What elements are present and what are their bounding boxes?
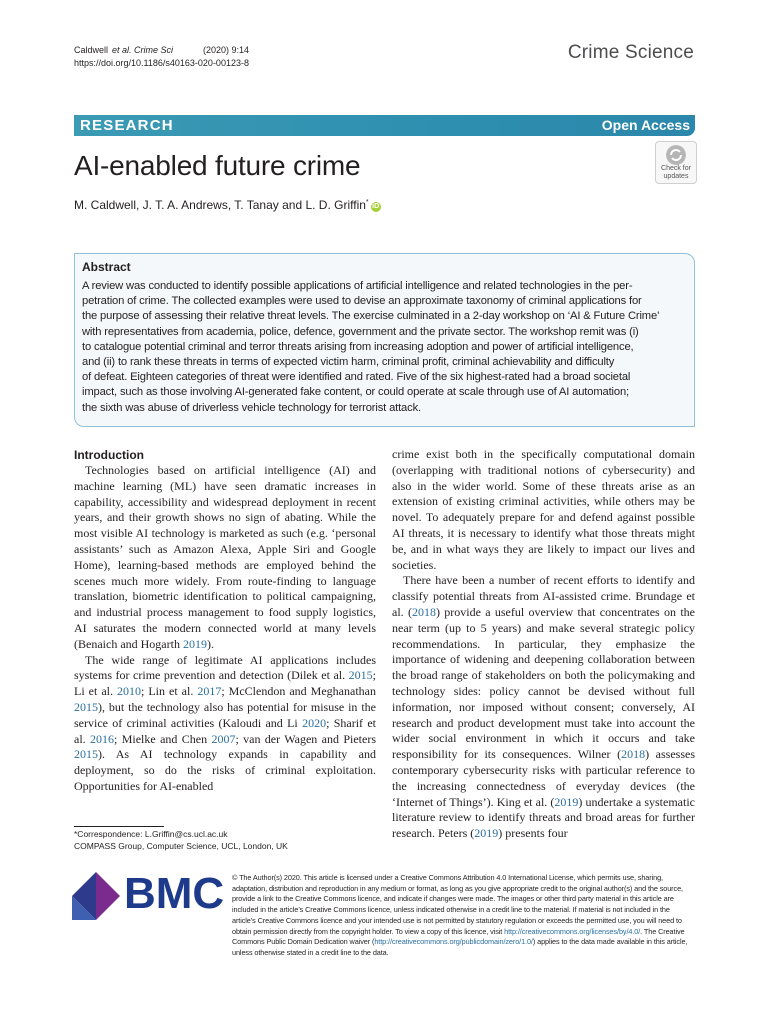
text-run: ; Li et al. <box>74 668 376 699</box>
cite-authors: Caldwell <box>74 45 109 55</box>
footnote <box>74 829 288 852</box>
abstract-heading: Abstract <box>82 260 131 274</box>
text-run: © The Author(s) 2020. This article is licensed under a Creative Commons Attribution 4.0 International License, which permits use, sharing, adaptation, distribution and reproduction in any medium or format, as long as you give appropriate credit to the original author(s) and the source, provide a link to the Creative Commons licence, and indicate if changes were made. The images or other third party material in this article are included in the article’s Creative Commons licence, unless indicated otherwise in a credit line to the material. If material is not included in the article’s Creative Commons licence and your intended use is not permitted by statutory regulation or exceeds the permitted use, you will need to obtain permission directly from the copyright holder. To view a copy of this licence, visit <box>232 873 683 936</box>
paragraph <box>74 463 376 653</box>
public-domain-link[interactable]: http://creativecommons.org/publicdomain/zero/1.0/ <box>374 937 533 947</box>
authors-text: M. Caldwell, J. T. A. Andrews, T. Tanay and L. D. Griffin <box>74 198 366 212</box>
abstract-line: to catalogue potential criminal and terror threats arising from increasing adoption and power of artificial intelligence, <box>82 340 634 353</box>
text-run: ). <box>206 636 214 651</box>
citation-link[interactable]: 2015 <box>74 747 98 762</box>
check-label-line2: updates <box>663 173 689 180</box>
citation-link[interactable]: 2018 <box>411 604 436 619</box>
doi-link[interactable]: https://doi.org/10.1186/s40163-020-00123-8 <box>74 58 249 68</box>
citation-link[interactable]: 2019 <box>474 826 499 841</box>
article-title: AI-enabled future crime <box>74 150 361 181</box>
citation-link[interactable]: 2019 <box>182 636 207 651</box>
bmc-logo-text: BMC <box>124 869 225 918</box>
citation-link[interactable]: 2010 <box>117 684 141 699</box>
text-run: ) undertake a systematic literature review to identify threats and broad areas for further research. Peters ( <box>392 794 695 841</box>
paragraph <box>392 573 695 842</box>
corresponding-mark: * <box>365 199 369 206</box>
orcid-icon[interactable]: iD <box>372 203 380 210</box>
check-label-line1: Check for <box>661 165 691 172</box>
text-run: ) provide a useful overview that concentrates on the near term (up to 5 years) and make several strategic policy recommendations. In particular, they emphasize the importance of widening and deepening collaboration between the broad range of stakeholders on both the policymaking and technology sides: policy cannot be devised without full information, nor imposed without consent; conversely, AI research and product development must take into account the wider social environment in which it occurs and take responsibility for its consequences. Wilner ( <box>392 604 695 762</box>
check-label <box>656 165 696 181</box>
body-column-right <box>392 447 695 842</box>
text-run: There have been a number of recent efforts to identify and classify potential threats from AI-assisted crime. Brundage et al. ( <box>392 573 695 619</box>
abstract-line: with representatives from academia, police, defence, government and the private sector. The workshop remit was (i) <box>82 325 639 338</box>
cite-journal: et al. Crime Sci <box>112 45 174 55</box>
citation-link[interactable]: 2015 <box>74 699 98 714</box>
text-run: ) assesses contemporary cybersecurity risks with particular reference to the increasing connectedness of everyday devices (the ‘Internet of Things’). King et al. ( <box>392 747 696 809</box>
paragraph <box>74 653 376 795</box>
body-column-left <box>74 463 376 795</box>
abstract-line: petration of crime. The collected examples were used to devise an approximate taxonomy of criminal applications for <box>82 295 642 308</box>
citation-link[interactable]: 2018 <box>621 747 646 762</box>
text-run: ; Sharif et al. <box>74 715 376 746</box>
abstract-line: the sixth was abuse of driverless vehicle technology for terrorist attack. <box>82 401 421 414</box>
abstract-line: impact, such as those involving AI-generated fake content, or could operate at scale through use of AI automation; <box>82 386 629 399</box>
cite-year: (2020) 9:14 <box>203 45 250 55</box>
affiliation-line: COMPASS Group, Computer Science, UCL, London, UK <box>74 840 288 851</box>
text-run: ) presents four <box>498 826 568 841</box>
abstract-text <box>82 279 685 416</box>
text-run: . The Creative Commons Public Domain Dedication waiver ( <box>232 926 685 947</box>
citation-link[interactable]: 2007 <box>211 731 236 746</box>
citation-link[interactable]: 2017 <box>197 684 222 699</box>
abstract-line: the purpose of assessing their relative threat levels. The exercise culminated in a 2-day workshop on ‘AI & Future Crime’ <box>82 310 660 323</box>
footnote-rule <box>74 826 164 827</box>
abstract-line: of defeat. Eighteen categories of threat were identified and rated. Five of the six highest-rated had a broad societal <box>82 371 631 384</box>
paragraph: crime exist both in the specifically computational domain (overlapping with traditional notions of cybersecurity) and also in the wider world. Some of these threats arise as an extension of existing criminal activities, while others may be novel. To adequately prepare for and defend against possible AI threats, it is necessary to identify what those threats might be, and in what ways they are likely to impact our lives and societies. <box>392 447 695 572</box>
text-run: The wide range of legitimate AI applications includes systems for crime prevention and detection (Dilek et al. <box>74 652 376 683</box>
correspondence-line: *Correspondence: L.Griffin@cs.ucl.ac.uk <box>74 829 228 839</box>
introduction-heading: Introduction <box>74 448 144 462</box>
text-run: ), but the technology also has potential for misuse in the service of criminal activities (Kaloudi and Li <box>74 699 376 730</box>
check-for-updates-badge[interactable] <box>655 141 697 184</box>
license-text <box>232 873 694 959</box>
author-list <box>74 198 381 212</box>
license-link[interactable]: http://creativecommons.org/licenses/by/4.0/ <box>504 926 641 936</box>
citation-header <box>74 44 253 70</box>
abstract-line: A review was conducted to identify possible applications of artificial intelligence and related technologies in the per- <box>82 280 633 292</box>
text-run: ). As AI technology expands in capability and deployment, so do the risks of criminal exploitation. Opportunities for AI-enabled <box>74 747 376 793</box>
text-run: ) applies to the data made available in this article, unless otherwise stated in a credit line to the data. <box>232 937 688 957</box>
text-run: ; Mielke and Chen <box>114 731 212 746</box>
update-check-icon <box>666 145 686 165</box>
text-run: ; van der Wagen and Pieters <box>235 731 376 746</box>
section-label: RESEARCH <box>80 117 174 134</box>
text-run: ; McClendon and Meghanathan <box>221 684 376 699</box>
text-run: ; Lin et al. <box>141 684 198 699</box>
text-run: Technologies based on artificial intelligence (AI) and machine learning (ML) have seen dramatic increases in capability, accessibility and widespread deployment in recent years, and their growth shows no sign of abating. While the most visible AI technology is marketed as such (e.g. ‘personal assistants’ such as Amazon Alexa, Apple Siri and Google Home), learning-based methods are employed behind the scenes much more widely. From route-finding to language translation, biometric identification to political campaigning, and industrial process management to food supply logistics, AI saturates the modern connected world at many levels (Benaich and Hogarth <box>74 463 376 651</box>
citation-link[interactable]: 2015 <box>348 668 373 683</box>
citation-link[interactable]: 2019 <box>554 794 579 809</box>
citation-link[interactable]: 2020 <box>302 715 327 730</box>
citation-link[interactable]: 2016 <box>90 731 115 746</box>
journal-name: Crime Science <box>567 42 694 63</box>
open-access-label: Open Access <box>601 117 690 133</box>
abstract-line: and (ii) to rank these threats in terms of expected victim harm, criminal profit, criminal achievability and difficulty <box>82 356 615 369</box>
